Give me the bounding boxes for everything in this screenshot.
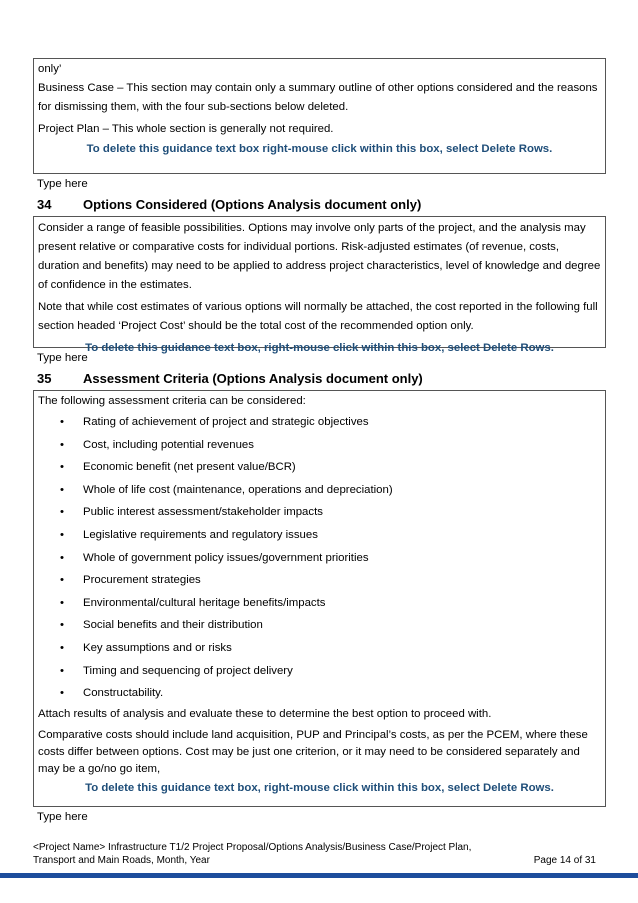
bullet-icon: • <box>60 528 64 541</box>
guidance-intro: The following assessment criteria can be considered: <box>38 395 306 407</box>
guidance-paragraph: Note that while cost estimates of various options will normally be attached, the cost reported in the following full section headed ‘Project Cost’ should be the total cost of the recommended option only. <box>38 301 598 332</box>
guidance-paragraph: Attach results of analysis and evaluate these to determine the best option to proceed with. <box>38 707 492 720</box>
bullet-icon: • <box>60 687 64 700</box>
guidance-line: Business Case – This section may contain only a summary outline of other options considered and the reasons for dismissing them, with the four sub-sections below deleted. <box>38 82 598 113</box>
footer-line-2: Transport and Main Roads, Month, Year <box>33 855 210 866</box>
footer-line-1: <Project Name> Infrastructure T1/2 Project Proposal/Options Analysis/Business Case/Project Plan, <box>33 842 472 853</box>
guidance-paragraph: Comparative costs should include land acquisition, PUP and Principal’s costs, as per the PCEM, where these costs differ between options. Cost may be just one criterion, or it may need to be considered separately and may be a go/no go item, <box>38 728 588 775</box>
bullet-icon: • <box>60 551 64 564</box>
list-item: • Whole of life cost (maintenance, operations and depreciation) <box>38 479 601 502</box>
list-item: • Public interest assessment/stakeholder impacts <box>38 501 601 524</box>
delete-instructions: To delete this guidance text box, right-mouse click within this box, select Delete Rows. <box>85 342 554 354</box>
bullet-icon: • <box>60 416 64 428</box>
bullet-icon: • <box>60 483 64 496</box>
criteria-list <box>38 411 601 705</box>
list-item: • Rating of achievement of project and strategic objectives <box>38 411 601 434</box>
list-item: • Procurement strategies <box>38 569 601 592</box>
section-title: Options Considered (Options Analysis document only) <box>83 197 422 212</box>
type-here-field[interactable]: Type here <box>37 178 88 190</box>
bullet-icon: • <box>60 619 64 632</box>
guidance-line: only’ <box>38 63 62 75</box>
section-number: 35 <box>37 371 52 386</box>
list-item: • Social benefits and their distribution <box>38 614 601 637</box>
section-title: Assessment Criteria (Options Analysis document only) <box>83 371 423 386</box>
list-item: • Key assumptions and or risks <box>38 637 601 660</box>
list-item: • Cost, including potential revenues <box>38 434 601 457</box>
type-here-field[interactable]: Type here <box>37 352 88 364</box>
section-heading-34 <box>33 194 606 216</box>
list-item: • Whole of government policy issues/government priorities <box>38 547 601 570</box>
list-item: • Constructability. <box>38 682 601 705</box>
bullet-icon: • <box>60 461 64 474</box>
bullet-icon: • <box>60 596 64 609</box>
document-page <box>33 58 606 827</box>
list-item: • Environmental/cultural heritage benefits/impacts <box>38 592 601 615</box>
section-number: 34 <box>37 197 52 212</box>
bullet-icon: • <box>60 664 64 677</box>
delete-instructions: To delete this guidance text box, right-mouse click within this box, select Delete Rows. <box>85 781 554 794</box>
guidance-paragraph: Consider a range of feasible possibilities. Options may involve only parts of the project, and the analysis may present relative or comparative costs for individual portions. Risk-adjusted estimates (of revenue, costs, duration and benefits) may need to be applied to address project characteristics, level of knowledge and degree of confidence in the estimates. <box>38 222 601 291</box>
footer-bar <box>0 873 638 878</box>
guidance-line: Project Plan – This whole section is generally not required. <box>38 123 334 135</box>
bullet-icon: • <box>60 641 64 654</box>
list-item: • Economic benefit (net present value/BCR) <box>38 456 601 479</box>
bullet-icon: • <box>60 506 64 519</box>
guidance-box-35[interactable] <box>33 390 606 807</box>
list-item: • Timing and sequencing of project delivery <box>38 660 601 683</box>
delete-instructions: To delete this guidance text box right-mouse click within this box, select Delete Rows. <box>86 143 553 155</box>
type-here-field[interactable]: Type here <box>37 811 88 823</box>
bullet-icon: • <box>60 574 64 587</box>
guidance-box-1[interactable] <box>33 58 606 174</box>
section-heading-35 <box>33 368 606 390</box>
page-footer <box>33 841 606 867</box>
list-item: • Legislative requirements and regulatory issues <box>38 524 601 547</box>
guidance-box-34[interactable] <box>33 216 606 354</box>
bullet-icon: • <box>60 438 64 451</box>
page-number: Page 14 of 31 <box>533 855 596 866</box>
